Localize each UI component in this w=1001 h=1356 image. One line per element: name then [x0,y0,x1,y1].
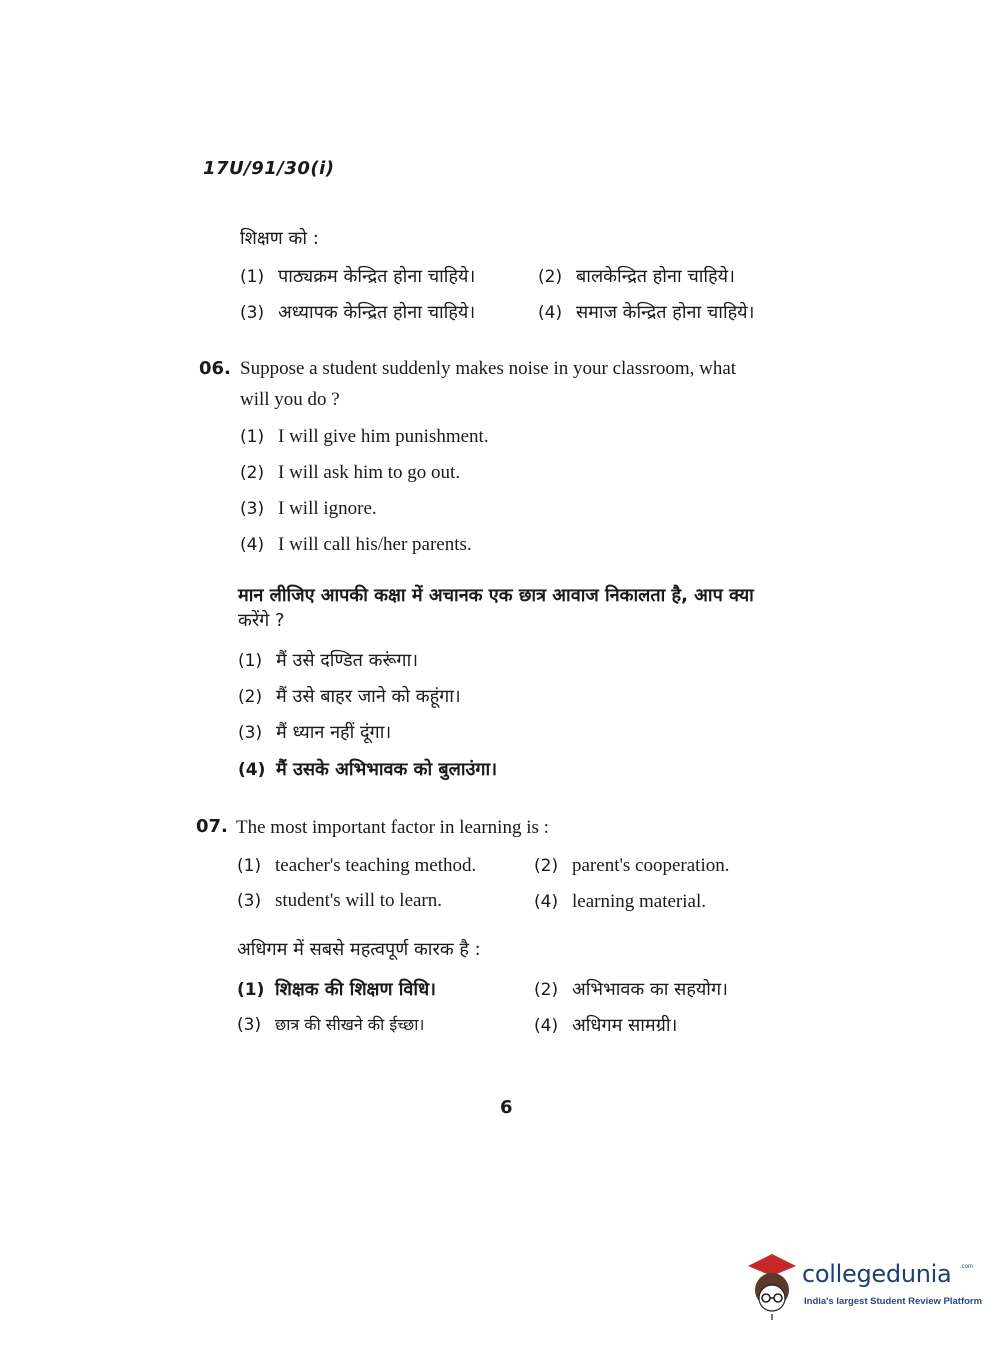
q05-option-3 [240,300,475,324]
q05-option-4 [538,300,754,324]
option-text: teacher's teaching method. [275,855,477,876]
option-number: (3) [238,723,263,743]
option-number: (4) [534,1016,559,1036]
option-text: शिक्षक की शिक्षण विधि। [275,979,436,1000]
option-number: (1) [240,267,265,287]
option-number: (3) [237,1015,262,1035]
paper-code: 17U/91/30(i) [203,158,335,179]
option-number: (4) [240,535,265,555]
q05-option-1 [240,264,475,288]
option-text: बालकेन्द्रित होना चाहिये। [576,266,735,287]
option-number: (1) [240,427,265,447]
q06-hi-option-4 [238,757,497,781]
option-text: अधिगम सामग्री। [572,1015,678,1036]
q06-hi-option-2 [238,684,461,708]
q06-hi-line2: करेंगे ? [238,610,285,631]
page-number: 6 [500,1097,513,1118]
option-number: (3) [240,499,265,519]
q06-en-option-4 [240,534,472,556]
q07-hi-stem: अधिगम में सबसे महत्वपूर्ण कारक है : [237,939,481,960]
option-text: I will ignore. [278,498,377,519]
q07-en-option-2 [534,855,729,877]
option-text: मैं उसे बाहर जाने को कहूंगा। [276,686,461,707]
q05-option-2 [538,264,735,288]
q06-hi-option-1 [238,648,418,672]
option-number: (4) [534,892,559,912]
option-number: (3) [237,891,262,911]
collegedunia-logo [742,1252,983,1322]
q07-en-stem: The most important factor in learning is : [236,817,549,838]
option-text: मैं ध्यान नहीं दूंगा। [276,722,392,743]
option-number: (1) [238,651,263,671]
option-number: (1) [237,980,265,1000]
q06-hi-option-3 [238,720,391,744]
option-text: I will ask him to go out. [278,462,461,483]
q06-hi-line1: मान लीजिए आपकी कक्षा में अचानक एक छात्र आवाज निकालता है, आप क्या [238,585,754,606]
option-text: अभिभावक का सहयोग। [572,979,728,1000]
option-number: (3) [240,303,265,323]
option-text: छात्र की सीखने की ईच्छा। [275,1015,425,1034]
option-number: (2) [240,463,265,483]
q07-en-option-1 [237,855,476,877]
q06-en-option-1 [240,426,489,448]
q07-en-option-3 [237,890,442,912]
option-text: पाठ्यक्रम केन्द्रित होना चाहिये। [278,266,476,287]
q05-stem: शिक्षण को : [240,228,319,249]
mascot-icon [742,1252,804,1322]
q06-en-option-3 [240,498,377,520]
q06-en-option-2 [240,462,460,484]
option-text: I will call his/her parents. [278,534,472,555]
q06-en-line2: will you do ? [240,389,340,410]
q07-hi-option-1 [237,977,436,1001]
option-text: मैं उसके अभिभावक को बुलाउंगा। [276,759,498,780]
option-number: (2) [534,980,559,1000]
option-number: (4) [238,760,266,780]
question-number: 07. [196,816,228,837]
brand-tagline: India's largest Student Review Platform [804,1296,983,1307]
option-text: मैं उसे दण्डित करूंगा। [276,650,419,671]
option-text: अध्यापक केन्द्रित होना चाहिये। [278,302,476,323]
option-text: student's will to learn. [275,890,443,911]
option-text: learning material. [572,891,706,912]
q06-en-line1: Suppose a student suddenly makes noise in your classroom, what [240,358,737,379]
question-number: 06. [199,358,231,379]
option-text: parent's cooperation. [572,855,730,876]
option-number: (2) [538,267,563,287]
brand-suffix: .com [960,1264,974,1270]
brand-name: collegedunia [802,1260,952,1288]
option-number: (2) [238,687,263,707]
option-number: (4) [538,303,563,323]
option-text: I will give him punishment. [278,426,489,447]
option-number: (1) [237,856,262,876]
q07-en-option-4 [534,891,706,913]
q07-hi-option-3 [237,1013,425,1035]
q07-hi-option-2 [534,977,728,1001]
q07-hi-option-4 [534,1013,677,1037]
option-text: समाज केन्द्रित होना चाहिये। [576,302,755,323]
option-number: (2) [534,856,559,876]
